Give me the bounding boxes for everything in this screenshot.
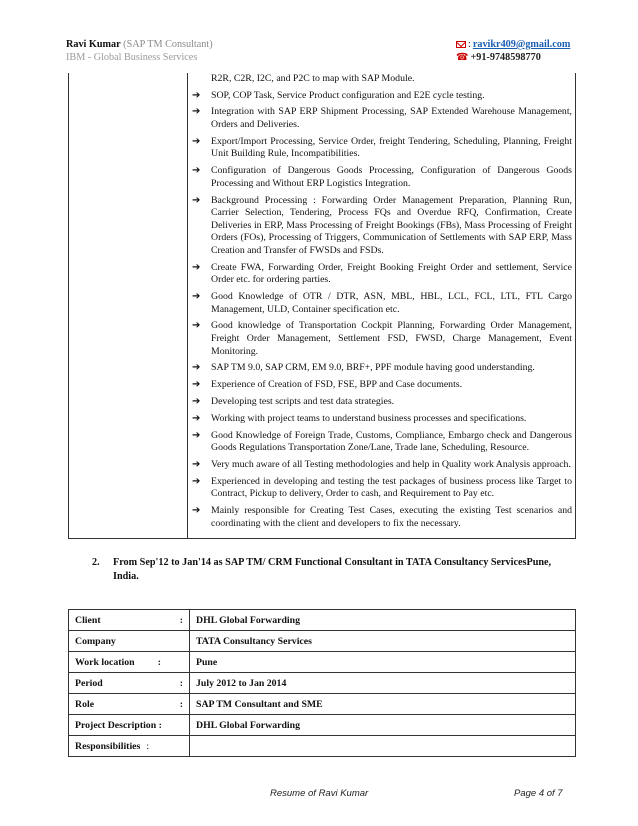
row-colon: :: [179, 698, 183, 710]
list-item: [192, 505, 572, 530]
experience-number: 2.: [92, 557, 100, 568]
list-item-text: Good knowledge of Transportation Cockpit Planning, Forwarding Order Management, Freight Order Management, Settlement FSD, FWSD, Charge Management, Event Monitoring.: [211, 320, 572, 357]
arrow-right-icon: ➔: [192, 106, 201, 118]
header-phone-line: [456, 51, 574, 64]
list-item-text: Developing test scripts and test data strategies.: [211, 395, 395, 407]
arrow-right-icon: ➔: [192, 89, 201, 101]
row-value: July 2012 to Jan 2014: [190, 673, 576, 694]
header-name-line: [66, 38, 213, 51]
list-item: [192, 413, 572, 426]
candidate-name: Ravi Kumar: [66, 39, 121, 50]
list-item: [192, 320, 572, 358]
column-divider: [187, 73, 188, 538]
table-row: [69, 715, 576, 736]
row-label: Role: [75, 698, 95, 710]
continuation-text: R2R, C2R, I2C, and P2C to map with SAP Module.: [211, 73, 415, 84]
candidate-role: (SAP TM Consultant): [123, 39, 213, 50]
list-item-text: Background Processing : Forwarding Order Management Preparation, Planning Run, Carrier Selection, Tendering, Process FQs and Overdue RFQ, Confirmation, Create Deliveries in ERP, Mass Processing of Freight Bookings (FBs), Mass Processing of Freight Orders (FOs), Processing of Triggers, Communication of Settlements with SAP ERP, Mass Creation and Transfer of FWSDs and FSDs.: [211, 194, 572, 256]
responsibilities-table: [68, 73, 576, 539]
row-label: Period: [75, 677, 103, 689]
arrow-right-icon: ➔: [192, 165, 201, 177]
list-item-text: Integration with SAP ERP Shipment Processing, SAP Extended Warehouse Management, Orders and Deliveries.: [211, 106, 572, 130]
footer-resume-of: Resume of Ravi Kumar: [270, 788, 369, 799]
row-value: TATA Consultancy Services: [190, 631, 576, 652]
list-item: [192, 262, 572, 287]
row-label-cell: [69, 736, 190, 757]
list-item-text: Working with project teams to understand business processes and specifications.: [211, 412, 527, 424]
arrow-right-icon: ➔: [192, 458, 201, 470]
arrow-right-icon: ➔: [192, 135, 201, 147]
row-value: SAP TM Consultant and SME: [190, 694, 576, 715]
telephone-icon: ☎: [456, 51, 469, 63]
header-email-line: [456, 38, 574, 51]
list-item-text: Good Knowledge of Foreign Trade, Customs, Compliance, Embargo check and Dangerous Goods Regulations Transportation Zone/Lane, Trade lane, Scheduling, Resource.: [211, 429, 572, 454]
list-item-text: Experience of Creation of FSD, FSE, BPP and Case documents.: [211, 379, 463, 391]
row-value: DHL Global Forwarding: [190, 610, 576, 631]
list-item-text: SOP, COP Task, Service Product configuration and E2E cycle testing.: [211, 89, 485, 101]
list-item: [192, 90, 572, 103]
arrow-right-icon: ➔: [192, 194, 201, 206]
row-label: Client: [75, 614, 101, 626]
row-label: Project Description :: [75, 719, 162, 731]
table-row: [69, 673, 576, 694]
row-label-cell: [69, 673, 190, 694]
project-details-table: [68, 609, 576, 757]
list-item: [192, 476, 572, 501]
arrow-right-icon: ➔: [192, 261, 201, 273]
experience-title: From Sep'12 to Jan'14 as SAP TM/ CRM Functional Consultant in TATA Consultancy ServicesPune, India.: [113, 557, 552, 582]
list-item-text: Very much aware of all Testing methodologies and help in Quality work Analysis approach.: [211, 458, 571, 470]
table-row: [69, 736, 576, 757]
list-item-text: Export/Import Processing, Service Order, freight Tendering, Scheduling, Planning, Freight Unit Building Rule, Incompatibilities.: [211, 135, 572, 160]
list-item: [192, 195, 572, 258]
list-item: [192, 291, 572, 316]
table-row: [69, 631, 576, 652]
list-item: [192, 459, 572, 472]
experience-heading: [92, 556, 576, 584]
list-item-text: SAP TM 9.0, SAP CRM, EM 9.0, BRF+, PPF module having good understanding.: [211, 362, 535, 374]
email-prefix: :: [468, 39, 471, 50]
list-item-text: Good Knowledge of OTR / DTR, ASN, MBL, HBL, LCL, FCL, LTL, FTL Cargo Management, ULD, Container specification etc.: [211, 291, 572, 315]
row-value: [190, 736, 576, 757]
arrow-right-icon: ➔: [192, 291, 201, 303]
table-row: [69, 694, 576, 715]
row-label-cell: [69, 694, 190, 715]
arrow-right-icon: ➔: [192, 505, 201, 517]
footer-page-number: Page 4 of 7: [514, 788, 563, 799]
list-item: [192, 379, 572, 392]
row-colon: :: [157, 656, 161, 668]
row-label: Work location: [75, 656, 135, 668]
company-name: IBM - Global Business Services: [66, 52, 198, 63]
list-item: [192, 165, 572, 190]
arrow-right-icon: ➔: [192, 362, 201, 374]
row-label: Company: [75, 635, 116, 647]
table-row: [69, 652, 576, 673]
list-item: [192, 396, 572, 409]
row-value: DHL Global Forwarding: [190, 715, 576, 736]
list-item-text: Configuration of Dangerous Goods Processing, Configuration of Dangerous Goods Processing and Without ERP Logistics Integration.: [211, 165, 572, 189]
arrow-right-icon: ➔: [192, 320, 201, 332]
row-value: Pune: [190, 652, 576, 673]
page-header: [66, 38, 574, 64]
list-item-text: Create FWA, Forwarding Order, Freight Booking Freight Order and settlement, Service Order etc. for ordering parties.: [211, 261, 572, 286]
arrow-right-icon: ➔: [192, 475, 201, 487]
table-row: [69, 610, 576, 631]
row-colon: :: [179, 677, 183, 689]
arrow-right-icon: ➔: [192, 379, 201, 391]
row-colon: :: [146, 740, 150, 752]
row-colon: :: [179, 614, 183, 626]
list-item: [192, 106, 572, 131]
arrow-right-icon: ➔: [192, 412, 201, 424]
envelope-icon: [456, 41, 466, 48]
row-label-cell: [69, 715, 190, 736]
list-item: [192, 136, 572, 161]
phone-number: +91-9748598770: [470, 52, 541, 63]
responsibilities-list: [192, 73, 572, 534]
list-item: [192, 430, 572, 455]
arrow-right-icon: ➔: [192, 395, 201, 407]
arrow-right-icon: ➔: [192, 429, 201, 441]
row-label-cell: [69, 610, 190, 631]
email-link[interactable]: ravikr409@gmail.com: [472, 39, 571, 50]
list-item-text: Experienced in developing and testing the test packages of business process like Target to Contract, Pickup to delivery, Order to cash, and Requirement to Pay etc.: [211, 475, 572, 500]
row-label-cell: [69, 631, 190, 652]
row-label-cell: [69, 652, 190, 673]
list-item: [192, 362, 572, 375]
row-label: Responsibilities: [75, 740, 141, 752]
list-item-text: Mainly responsible for Creating Test Cases, executing the existing Test scenarios and coordinating with the client and developers to fix the necessary.: [211, 505, 572, 529]
